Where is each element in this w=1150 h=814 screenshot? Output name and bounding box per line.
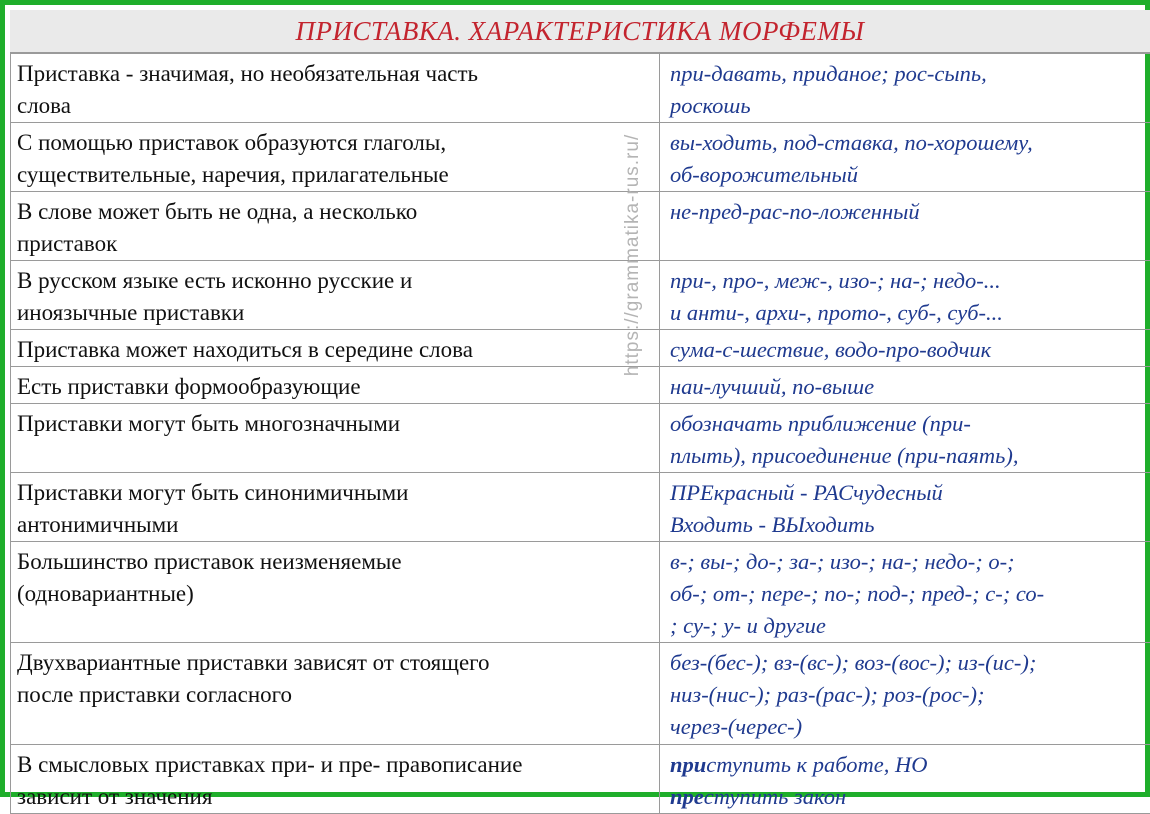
- characteristic-cell: [11, 54, 660, 123]
- example-text: ступить к работе, НО: [706, 752, 927, 777]
- table-row: [11, 473, 1150, 542]
- prefix-pri-highlight: при: [670, 752, 706, 777]
- characteristic-cell: [11, 745, 660, 814]
- characteristic-text: Большинство приставок неизменяемые: [17, 549, 402, 574]
- example-text: ПРЕкрасный - РАСчудесный: [670, 480, 943, 505]
- characteristic-cell: [11, 123, 660, 192]
- example-text: в-; вы-; до-; за-; изо-; на-; недо-; о-;: [670, 549, 1015, 574]
- example-text: и анти-, архи-, прото-, суб-, суб-...: [670, 300, 1003, 325]
- example-cell: [660, 473, 1150, 542]
- characteristic-cell: [11, 192, 660, 261]
- characteristic-text: после приставки согласного: [17, 682, 292, 707]
- title-bar: [10, 10, 1150, 53]
- example-cell: [660, 54, 1150, 123]
- example-text: об-; от-; пере-; по-; под-; пред-; с-; со-: [670, 581, 1044, 606]
- example-text: через-(черес-): [670, 714, 802, 739]
- characteristic-cell: [11, 330, 660, 367]
- table-row: [11, 643, 1150, 745]
- example-cell: [660, 404, 1150, 473]
- characteristic-text: антонимичными: [17, 512, 178, 537]
- table-row: [11, 745, 1150, 814]
- table-row: [11, 330, 1150, 367]
- watermark-url: https://grammatika-rus.ru/: [622, 134, 644, 376]
- characteristic-text: слова: [17, 93, 71, 118]
- example-text: Входить - ВЫходить: [670, 512, 875, 537]
- table-row: [11, 192, 1150, 261]
- example-cell: [660, 192, 1150, 261]
- characteristic-text: В русском языке есть исконно русские и: [17, 268, 412, 293]
- example-text: ступить закон: [704, 784, 846, 809]
- table-row: [11, 261, 1150, 330]
- table-row: [11, 542, 1150, 643]
- example-text: при-давать, приданое; рос-сыпь,: [670, 61, 987, 86]
- example-text: роскошь: [670, 93, 751, 118]
- table-row: [11, 367, 1150, 404]
- characteristic-cell: [11, 542, 660, 643]
- characteristic-text: Приставки могут быть синонимичными: [17, 480, 409, 505]
- characteristic-text: В смысловых приставках при- и пре- правописание: [17, 752, 522, 777]
- characteristic-text: иноязычные приставки: [17, 300, 244, 325]
- table-row: [11, 54, 1150, 123]
- prefix-pre-highlight: пре: [670, 784, 704, 809]
- example-cell: [660, 745, 1150, 814]
- characteristic-text: приставок: [17, 231, 117, 256]
- morpheme-table: [10, 53, 1150, 814]
- example-cell: [660, 123, 1150, 192]
- table-row: [11, 404, 1150, 473]
- example-text: сума-с-шествие, водо-про-водчик: [670, 337, 991, 362]
- characteristic-text: Есть приставки формообразующие: [17, 374, 361, 399]
- example-cell: [660, 367, 1150, 404]
- example-text: вы-ходить, под-ставка, по-хорошему,: [670, 130, 1033, 155]
- characteristic-text: зависит от значения: [17, 784, 212, 809]
- example-text: не-пред-рас-по-ложенный: [670, 199, 920, 224]
- characteristic-text: существительные, наречия, прилагательные: [17, 162, 449, 187]
- example-text: без-(бес-); вз-(вс-); воз-(вос-); из-(ис-);: [670, 650, 1036, 675]
- example-text: обозначать приближение (при-: [670, 411, 971, 436]
- example-cell: [660, 261, 1150, 330]
- characteristic-cell: [11, 404, 660, 473]
- example-cell: [660, 330, 1150, 367]
- characteristic-text: Двухвариантные приставки зависят от стоящего: [17, 650, 490, 675]
- example-cell: [660, 643, 1150, 745]
- characteristic-text: Приставки могут быть многозначными: [17, 411, 400, 436]
- example-text: наи-лучший, по-выше: [670, 374, 874, 399]
- characteristic-text: Приставка может находиться в середине слова: [17, 337, 473, 362]
- characteristic-cell: [11, 473, 660, 542]
- table-row: [11, 123, 1150, 192]
- characteristic-text: Приставка - значимая, но необязательная часть: [17, 61, 478, 86]
- example-text: низ-(нис-); раз-(рас-); роз-(рос-);: [670, 682, 984, 707]
- example-text: об-ворожительный: [670, 162, 858, 187]
- page-title: ПРИСТАВКА. ХАРАКТЕРИСТИКА МОРФЕМЫ: [296, 16, 865, 47]
- characteristic-text: С помощью приставок образуются глаголы,: [17, 130, 446, 155]
- characteristic-cell: [11, 643, 660, 745]
- characteristic-cell: [11, 261, 660, 330]
- characteristic-cell: [11, 367, 660, 404]
- example-cell: [660, 542, 1150, 643]
- characteristic-text: В слове может быть не одна, а несколько: [17, 199, 417, 224]
- characteristic-text: (одновариантные): [17, 581, 194, 606]
- example-text: при-, про-, меж-, изо-; на-; недо-...: [670, 268, 1001, 293]
- example-text: плыть), присоединение (при-паять),: [670, 443, 1019, 468]
- example-text: ; су-; у- и другие: [670, 613, 826, 638]
